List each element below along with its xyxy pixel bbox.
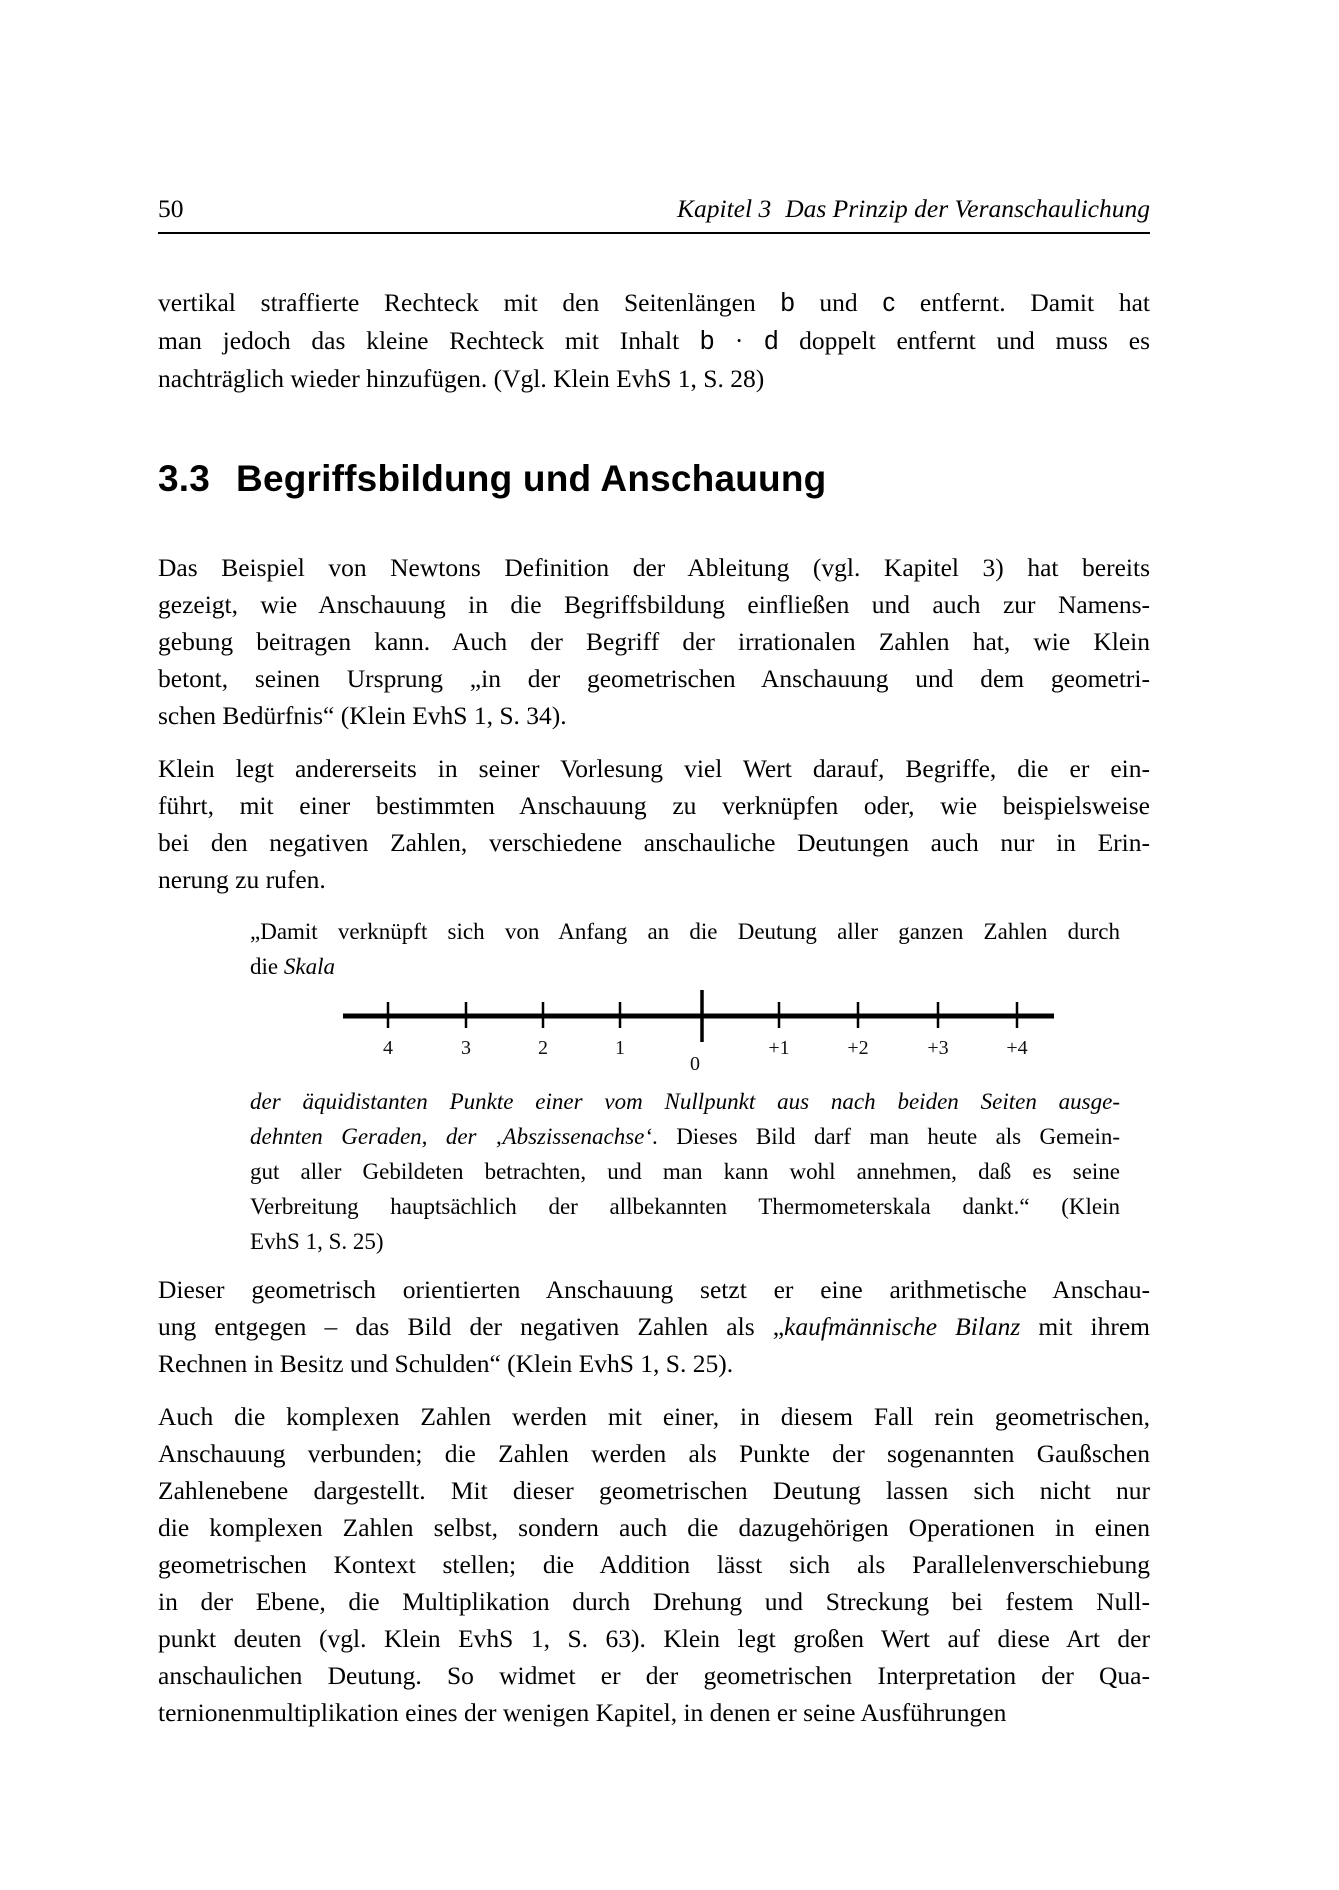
text-line: Zahlenebene dargestellt. Mit dieser geometrischen Deutung lassen sich nicht nur [158,1476,1150,1505]
paragraph-komplex [158,1398,1150,1731]
text-line: Das Beispiel von Newtons Definition der Ableitung (vgl. Kapitel 3) hat bereits [158,553,1150,582]
block-quote [250,914,1120,1259]
text-line: schen Bedürfnis“ (Klein EvhS 1, S. 34). [158,701,567,730]
text-line: nerung zu rufen. [158,865,326,894]
paragraph-klein [158,750,1150,898]
text-line: Auch die komplexen Zahlen werden mit einer, in diesem Fall rein geometrischen, [158,1402,1150,1431]
tick-label: +4 [1006,1037,1028,1059]
text-line: bei den negativen Zahlen, verschiedene anschauliche Deutungen auch nur in Erin- [158,828,1150,857]
text-line: gezeigt, wie Anschauung in die Begriffsbildung einfließen und auch zur Namens- [158,590,1150,619]
text-line: EvhS 1, S. 25) [250,1229,384,1254]
text-line: betont, seinen Ursprung „in der geometrischen Anschauung und dem geometri- [158,664,1150,693]
tick-label: 3 [461,1037,471,1059]
text-line: Klein legt andererseits in seiner Vorlesung viel Wert darauf, Begriffe, die er ein- [158,754,1150,783]
text-line: ternionenmultiplikation eines der wenigen Kapitel, in denen er seine Ausführungen [158,1698,1007,1727]
section-heading [158,455,1150,503]
text-line: Dieser geometrisch orientierten Anschauung setzt er eine arithmetische Anschau- [158,1275,1150,1304]
text-line: Anschauung verbunden; die Zahlen werden als Punkte der sogenannten Gaußschen [158,1439,1150,1468]
chapter-label: Kapitel 3 [677,194,772,223]
text-line: geometrischen Kontext stellen; die Addition lässt sich als Parallelenverschiebung [158,1550,1150,1579]
text-line: „Damit verknüpft sich von Anfang an die Deutung aller ganzen Zahlen durch [250,919,1120,944]
page-header [158,195,1150,223]
paragraph-dieser [158,1271,1150,1382]
text-line: gebung beitragen kann. Auch der Begriff der irrationalen Zahlen hat, wie Klein [158,627,1150,656]
header-rule [158,232,1150,234]
section-title: Begriffsbildung und Anschauung [236,458,827,499]
text-line: der äquidistanten Punkte einer vom Nullpunkt aus nach beiden Seiten ausge- [250,1089,1120,1114]
tick-label-zero: 0 [690,1053,700,1075]
quote-text-2 [250,1084,1120,1259]
text-line: ung entgegen – das Bild der negativen Zahlen als „kaufmännische Bilanz mit ihrem [158,1312,1150,1341]
tick-label: 2 [538,1037,548,1059]
running-head [677,195,1150,223]
chapter-title: Das Prinzip der Veranschaulichung [785,194,1150,223]
number-line-figure [343,990,1054,1076]
tick-label: +2 [847,1037,869,1059]
text-line: in der Ebene, die Multiplikation durch Drehung und Streckung bei festem Null- [158,1587,1150,1616]
text-line: die Skala [250,954,335,979]
section-number: 3.3 [158,458,211,499]
paragraph-rechteck [158,284,1150,397]
tick-label: +1 [768,1037,790,1059]
text-line: führt, mit einer bestimmten Anschauung zu verknüpfen oder, wie beispielsweise [158,791,1150,820]
text-line: gut aller Gebildeten betrachten, und man kann wohl annehmen, daß es seine [250,1159,1120,1184]
text-line: punkt deuten (vgl. Klein EvhS 1, S. 63). Klein legt großen Wert auf diese Art der [158,1624,1150,1653]
page-number: 50 [158,194,184,223]
text-line: dehnten Geraden, der ‚Abszissenachse‘. Dieses Bild darf man heute als Gemein- [250,1124,1120,1149]
text-line: Rechnen in Besitz und Schulden“ (Klein EvhS 1, S. 25). [158,1349,734,1378]
text-line: die komplexen Zahlen selbst, sondern auch die dazugehörigen Operationen in einen [158,1513,1150,1542]
text-line: vertikal straffierte Rechteck mit den Seitenlängen b und c entfernt. Damit hat [158,288,1150,317]
text-line: anschaulichen Deutung. So widmet er der geometrischen Interpretation der Qua- [158,1661,1150,1690]
text-line: nachträglich wieder hinzufügen. (Vgl. Klein EvhS 1, S. 28) [158,364,765,393]
text-line: Verbreitung hauptsächlich der allbekannten Thermometerskala dankt.“ (Klein [250,1194,1120,1219]
paragraph-beispiel [158,549,1150,734]
tick-label: 4 [383,1037,393,1059]
tick-label: +3 [927,1037,949,1059]
tick-label: 1 [615,1037,625,1059]
text-line: man jedoch das kleine Rechteck mit Inhalt b · d doppelt entfernt und muss es [158,326,1150,355]
quote-text-1 [250,914,1120,984]
